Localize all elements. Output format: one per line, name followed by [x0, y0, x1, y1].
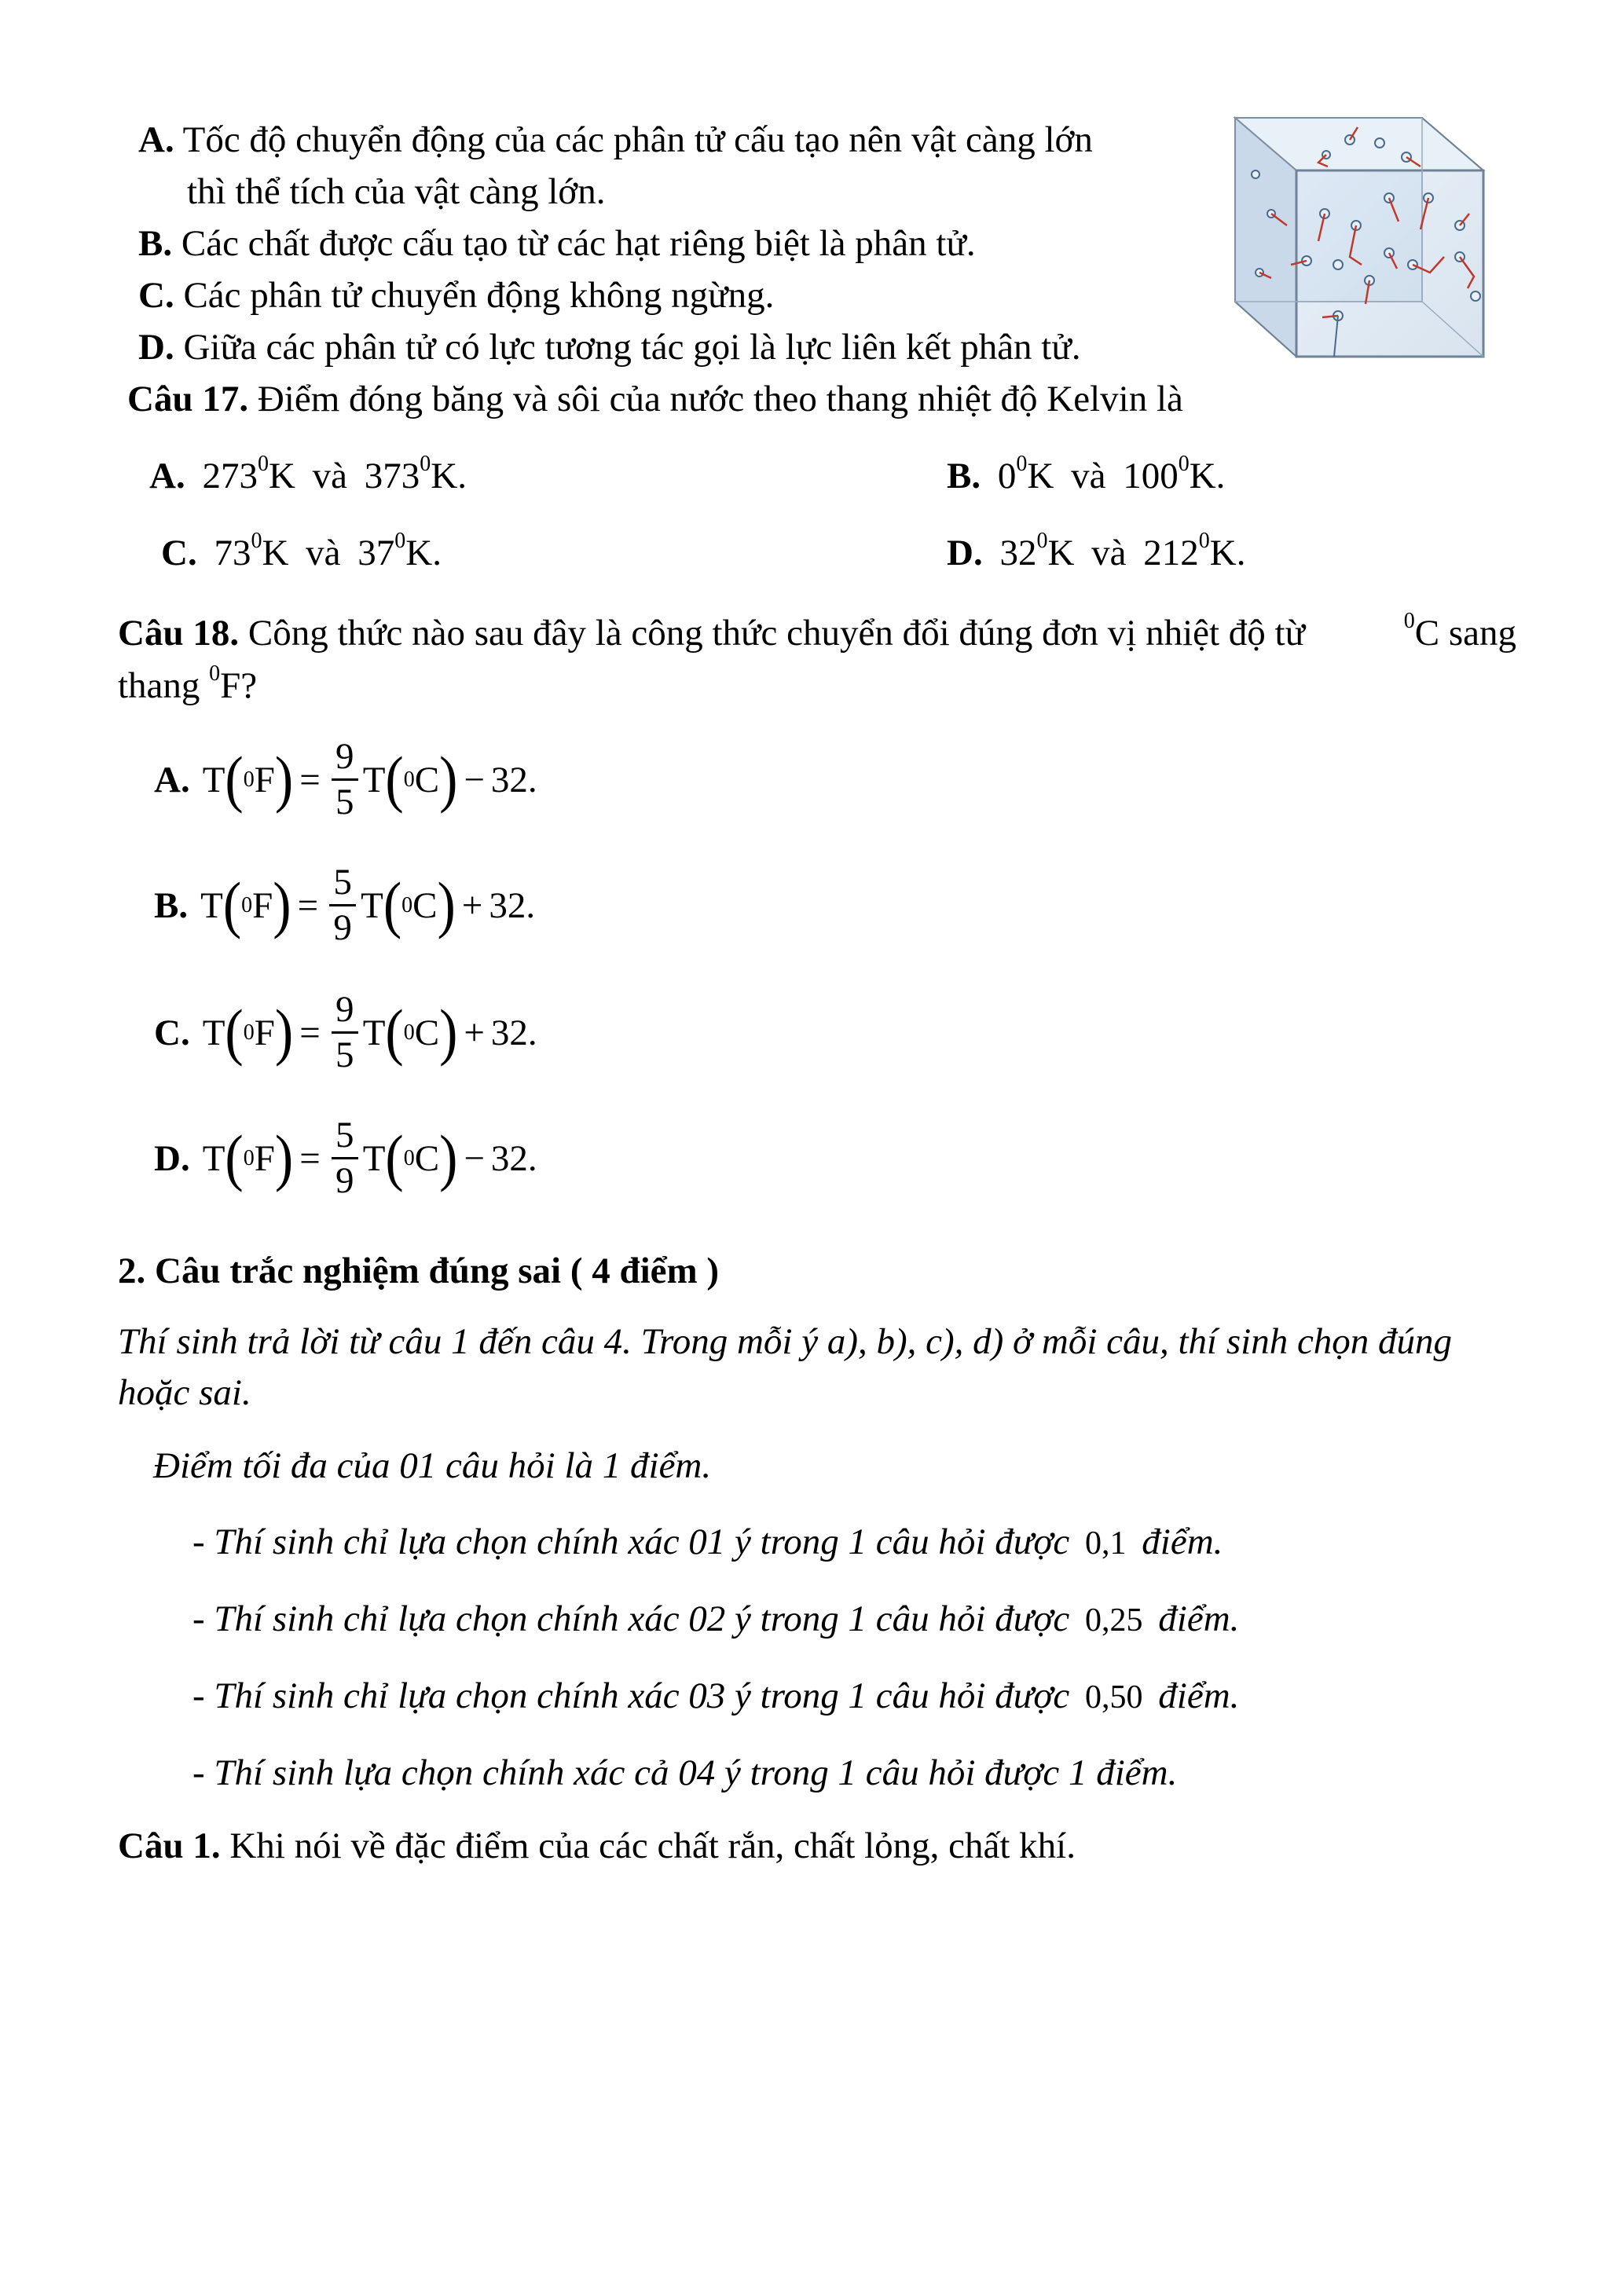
question-label: Câu 17. — [127, 379, 249, 419]
fraction — [332, 1117, 358, 1199]
scoring-rule-1 — [192, 1520, 1223, 1565]
unit: K — [1027, 456, 1054, 496]
numerator: 5 — [335, 1115, 354, 1155]
section-2-intro-line-2: hoặc sai. — [118, 1372, 251, 1413]
question-1 — [118, 1824, 1076, 1868]
q18-option-a: A. T ( 0 F ) = $\frac{9}{5}$ T ( 0 C ) − 32. — [154, 736, 537, 822]
q16-option-b — [138, 222, 976, 265]
conjunction: và — [306, 533, 341, 573]
constant: 32. — [490, 1012, 537, 1053]
numerator: 5 — [333, 862, 352, 903]
value-1: 32 — [999, 533, 1037, 573]
denominator: 5 — [335, 782, 354, 822]
option-text: Các chất được cấu tạo từ các hạt riêng biệt là phân tử. — [181, 223, 976, 264]
rule-text: - Thí sinh chỉ lựa chọn chính xác 03 ý trong 1 câu hỏi được — [192, 1675, 1070, 1716]
max-score-note: Điểm tối đa của 01 câu hỏi là 1 điểm. — [153, 1445, 712, 1486]
fraction — [329, 864, 356, 947]
question-text: Khi nói về đặc điểm của các chất rắn, chất lỏng, chất khí. — [229, 1825, 1076, 1866]
constant: 32. — [490, 1137, 537, 1179]
option-text: Các phân tử chuyển động không ngừng. — [183, 275, 775, 316]
degree: 0 — [420, 452, 431, 476]
value-2: 100 — [1123, 456, 1179, 496]
question-text: Điểm đóng băng và sôi của nước theo thang nhiệt độ Kelvin là — [257, 379, 1183, 419]
degree: 0 — [209, 661, 221, 686]
rule-value: 0,50 — [1085, 1679, 1143, 1716]
symbol-t: T — [202, 1137, 225, 1179]
degree: 0 — [1016, 452, 1028, 476]
question-17 — [127, 377, 1183, 421]
q18-option-b: B. T ( 0 F ) = $\frac{5}{9}$ T ( 0 C ) + 32. — [154, 862, 536, 948]
operator: + — [461, 884, 483, 926]
symbol-t: T — [362, 1137, 386, 1179]
q18-option-d: D. T ( 0 F ) = $\frac{5}{9}$ T ( 0 C ) − 32. — [154, 1115, 537, 1201]
option-text: Giữa các phân tử có lực tương tác gọi là lực liên kết phân tử. — [183, 327, 1081, 368]
q16-option-a — [138, 118, 1093, 162]
unit-f: F — [254, 1012, 275, 1053]
scoring-rule-4 — [192, 1751, 1177, 1795]
question-text: thang — [118, 665, 200, 706]
fraction — [332, 738, 358, 821]
option-label: B. — [947, 456, 981, 496]
unit: F? — [220, 665, 258, 706]
unit-c: C — [414, 1012, 440, 1053]
symbol-t: T — [361, 884, 383, 926]
denominator: 9 — [333, 907, 352, 948]
symbol-t: T — [362, 759, 386, 800]
symbol-t: T — [202, 759, 225, 800]
option-label: D. — [947, 533, 983, 573]
q16-option-c — [138, 273, 774, 317]
degree: 0 — [1198, 529, 1210, 553]
section-2-heading: 2. Câu trắc nghiệm đúng sai ( 4 điểm ) — [118, 1251, 720, 1291]
numerator: 9 — [335, 989, 354, 1030]
symbol-t: T — [362, 1012, 386, 1053]
symbol-t: T — [200, 884, 223, 926]
degree: 0 — [251, 529, 262, 553]
q16-option-d — [138, 325, 1081, 369]
option-label: D. — [138, 327, 174, 368]
operator: − — [464, 759, 485, 800]
rule-value: 0,1 — [1085, 1525, 1127, 1562]
question-label: Câu 18. — [118, 613, 240, 654]
numerator: 9 — [335, 736, 354, 777]
question-text: Công thức nào sau đây là công thức chuyển đổi đúng đơn vị nhiệt độ từ — [247, 613, 1306, 654]
option-label: A. — [138, 119, 174, 160]
unit-c: C — [414, 1137, 440, 1179]
constant: 32. — [489, 884, 536, 926]
section-2-intro: Thí sinh trả lời từ câu 1 đến câu 4. Trong mỗi ý a), b), c), d) ở mỗi câu, thí sinh chọn đúng — [118, 1321, 1453, 1362]
unit: K — [431, 456, 458, 496]
q17-option-c: C. $73^0K$ và $37^0K$. — [161, 529, 442, 573]
rule-text: - Thí sinh chỉ lựa chọn chính xác 02 ý trong 1 câu hỏi được — [192, 1598, 1070, 1639]
rule-unit: điểm. — [1158, 1598, 1240, 1639]
rule-value: 0,25 — [1085, 1602, 1143, 1639]
scoring-rule-3 — [192, 1674, 1239, 1719]
option-label: A. — [154, 759, 190, 800]
question-18-line-2 — [118, 661, 258, 708]
molecules-in-box-illustration — [1224, 112, 1491, 367]
constant: 32. — [490, 759, 537, 800]
question-18 — [118, 611, 1516, 655]
rule-text: - Thí sinh lựa chọn chính xác cả 04 ý trong 1 câu hỏi được 1 điểm. — [192, 1752, 1178, 1793]
option-label: C. — [154, 1012, 190, 1053]
conjunction: và — [1071, 456, 1106, 496]
conjunction: và — [312, 456, 348, 496]
scoring-rule-2 — [192, 1597, 1239, 1642]
unit: C — [1414, 613, 1440, 654]
rule-text: - Thí sinh chỉ lựa chọn chính xác 01 ý trong 1 câu hỏi được — [192, 1522, 1070, 1562]
q17-option-b: B. $0^0K$ và $100^0K$. — [947, 452, 1226, 496]
value-1: 73 — [214, 533, 251, 573]
q16-option-a-continued: thì thể tích của vật càng lớn. — [187, 171, 606, 212]
denominator: 9 — [335, 1160, 354, 1201]
unit-f: F — [252, 884, 273, 926]
rule-unit: điểm. — [1158, 1675, 1240, 1716]
option-text: Tốc độ chuyển động của các phân tử cấu tạo nên vật càng lớn — [182, 119, 1093, 160]
value-1: 273 — [202, 456, 258, 496]
unit: K — [268, 456, 295, 496]
operator: + — [464, 1012, 485, 1053]
denominator: 5 — [335, 1034, 354, 1075]
question-text-tail: sang — [1448, 613, 1516, 654]
operator: − — [464, 1137, 485, 1179]
degree: 0 — [257, 452, 269, 476]
question-label: Câu 1. — [118, 1825, 221, 1866]
value-2: 37 — [357, 533, 395, 573]
option-label: C. — [138, 275, 174, 316]
unit: K — [1047, 533, 1075, 573]
option-label: D. — [154, 1137, 190, 1179]
option-label: C. — [161, 533, 197, 573]
unit: K — [1189, 456, 1216, 496]
value-2: 212 — [1143, 533, 1199, 573]
option-label: A. — [149, 456, 185, 496]
unit: K — [1209, 533, 1237, 573]
symbol-t: T — [202, 1012, 225, 1053]
q17-option-a: A. $273^0K$ và $373^0K$. — [149, 452, 467, 496]
unit-c: C — [414, 759, 440, 800]
unit-c: C — [412, 884, 438, 926]
fraction — [332, 991, 358, 1074]
option-label: B. — [154, 884, 189, 926]
unit-f: F — [254, 1137, 275, 1179]
rule-unit: điểm. — [1142, 1522, 1223, 1562]
degree: 0 — [1036, 529, 1048, 553]
conjunction: và — [1091, 533, 1127, 573]
degree: 0 — [394, 529, 406, 553]
degree: 0 — [1178, 452, 1190, 476]
q17-option-d: D. $32^0K$ và $212^0K$. — [947, 529, 1246, 573]
q18-option-c: C. T ( 0 F ) = $\frac{9}{5}$ T ( 0 C ) + 32. — [154, 989, 537, 1075]
unit: K — [405, 533, 433, 573]
degree: 0 — [1403, 609, 1415, 633]
value-2: 373 — [364, 456, 420, 496]
unit: K — [262, 533, 289, 573]
option-label: B. — [138, 223, 173, 264]
value-1: 0 — [997, 456, 1017, 496]
unit-f: F — [254, 759, 275, 800]
